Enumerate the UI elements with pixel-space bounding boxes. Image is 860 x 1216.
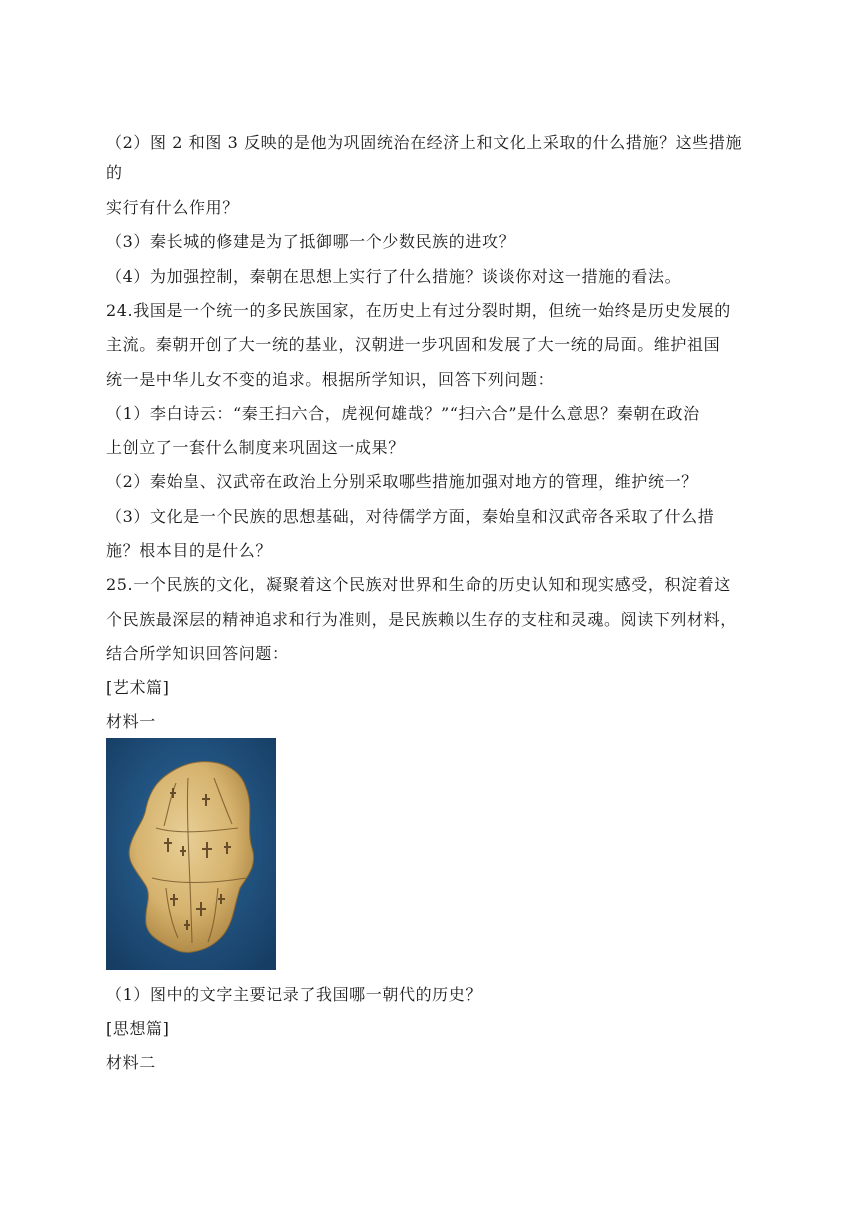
q23-part2-line2: 的: [106, 163, 123, 182]
q23-part2-line1: （2）图 2 和图 3 反映的是他为巩固统治在经济上和文化上采取的什么措施？这些措施: [106, 133, 743, 152]
q23-part3: （3）秦长城的修建是为了抵御哪一个少数民族的进攻？: [106, 232, 516, 251]
q24-stem-line3: 统一是中华儿女不变的追求。根据所学知识，回答下列问题：: [106, 370, 555, 389]
material-one-label: 材料一: [106, 712, 156, 731]
q25-stem-line3: 结合所学知识回答问题：: [106, 644, 289, 663]
q23-part4: （4）为加强控制，秦朝在思想上实行了什么措施？谈谈你对这一措施的看法。: [106, 267, 682, 286]
q25-stem-line2: 个民族最深层的精神追求和行为准则，是民族赖以生存的支柱和灵魂。阅读下列材料，: [106, 610, 737, 629]
q24-part2: （2）秦始皇、汉武帝在政治上分别采取哪些措施加强对地方的管理，维护统一？: [106, 472, 698, 491]
q24-stem-line1: 24.我国是一个统一的多民族国家，在历史上有过分裂时期，但统一始终是历史发展的: [106, 301, 731, 320]
q25-part1: （1）图中的文字主要记录了我国哪一朝代的历史？: [106, 985, 482, 1004]
q24-part3-line1: （3）文化是一个民族的思想基础，对待儒学方面，秦始皇和汉武帝各采取了什么措: [106, 507, 715, 526]
q24-part3-line2: 施？根本目的是什么？: [106, 541, 273, 560]
q25-stem-line1: 25.一个民族的文化，凝聚着这个民族对世界和生命的历史认知和现实感受，积淀着这: [106, 575, 731, 594]
section-art-heading: [艺术篇]: [106, 678, 170, 697]
q24-stem-line2: 主流。秦朝开创了大一统的基业，汉朝进一步巩固和发展了大一统的局面。维护祖国: [106, 335, 721, 354]
section-thought-heading: [思想篇]: [106, 1019, 170, 1038]
material-two-label: 材料二: [106, 1053, 156, 1072]
q24-part1-line1: （1）李白诗云：“秦王扫六合，虎视何雄哉？”“扫六合”是什么意思？秦朝在政治: [106, 404, 700, 423]
q23-part2-line3: 实行有什么作用？: [106, 198, 239, 217]
q24-part1-line2: 上创立了一套什么制度来巩固这一成果？: [106, 438, 405, 457]
oracle-bone-image: [106, 738, 276, 970]
